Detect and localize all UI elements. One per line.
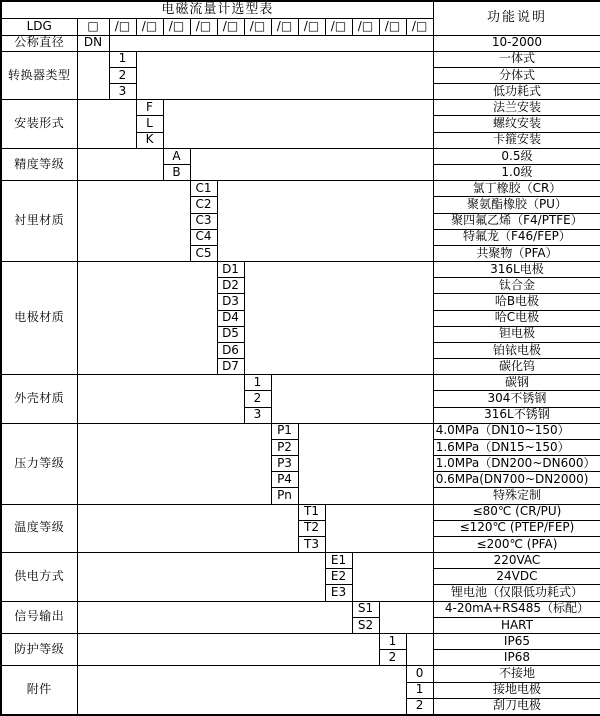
code-cell-signal-output-S2: S2 xyxy=(352,617,379,633)
group-label-installation-type: 安装形式 xyxy=(1,100,77,149)
code-cell-accuracy-class-B: B xyxy=(163,165,190,181)
function-cell-temperature-rating-T3: ≤200℃ (PFA) xyxy=(433,536,600,552)
group-label-nominal-diameter: 公称直径 xyxy=(1,35,77,51)
function-cell-signal-output-S1: 4-20mA+RS485（标配） xyxy=(433,601,600,617)
group-label-signal-output: 信号输出 xyxy=(1,601,77,633)
code-cell-converter-type-3: 3 xyxy=(109,84,136,100)
function-cell-power-supply-E3: 锂电池（仅限低功耗式） xyxy=(433,585,600,601)
spacer-cell-right-installation-type xyxy=(163,100,433,149)
function-cell-pressure-rating-Pn: 特殊定制 xyxy=(433,488,600,504)
code-cell-pressure-rating-P2: P2 xyxy=(271,439,298,455)
code-cell-accuracy-class-A: A xyxy=(163,148,190,164)
group-label-electrode-material: 电极材质 xyxy=(1,262,77,375)
function-cell-electrode-material-D7: 碳化钨 xyxy=(433,359,600,375)
group-label-accuracy-class: 精度等级 xyxy=(1,148,77,180)
spacer-cell-right-housing-material xyxy=(271,375,433,424)
spacer-cell-right-temperature-rating xyxy=(325,504,433,553)
code-cell-installation-type-L: L xyxy=(136,116,163,132)
spacer-cell-right-converter-type xyxy=(136,51,433,100)
code-cell-liner-material-C1: C1 xyxy=(190,181,217,197)
model-code-slot: /□ xyxy=(163,19,190,35)
model-code-slot: /□ xyxy=(244,19,271,35)
code-cell-power-supply-E1: E1 xyxy=(325,553,352,569)
code-cell-accessories-2: 2 xyxy=(406,698,433,715)
code-cell-protection-rating-2: 2 xyxy=(379,650,406,666)
code-cell-protection-rating-1: 1 xyxy=(379,633,406,649)
spacer-cell-left-signal-output xyxy=(77,601,352,633)
function-cell-housing-material-1: 碳钢 xyxy=(433,375,600,391)
spacer-cell-right-electrode-material xyxy=(244,262,433,375)
code-cell-pressure-rating-P3: P3 xyxy=(271,456,298,472)
code-cell-electrode-material-D1: D1 xyxy=(217,262,244,278)
function-column-header: 功能说明 xyxy=(433,1,600,35)
group-label-power-supply: 供电方式 xyxy=(1,553,77,602)
code-cell-housing-material-3: 3 xyxy=(244,407,271,423)
function-cell-liner-material-C5: 共聚物（PFA） xyxy=(433,245,600,261)
code-cell-installation-type-K: K xyxy=(136,132,163,148)
function-cell-installation-type-L: 螺纹安装 xyxy=(433,116,600,132)
spacer-cell-left-pressure-rating xyxy=(77,423,271,504)
spacer-cell-left-protection-rating xyxy=(77,633,379,665)
code-cell-converter-type-1: 1 xyxy=(109,51,136,67)
code-cell-temperature-rating-T1: T1 xyxy=(298,504,325,520)
function-cell-electrode-material-D4: 哈C电极 xyxy=(433,310,600,326)
function-cell-accessories-1: 接地电极 xyxy=(433,682,600,698)
model-code-slot: /□ xyxy=(271,19,298,35)
code-cell-pressure-rating-P4: P4 xyxy=(271,472,298,488)
model-code-box: □ xyxy=(77,19,109,35)
function-cell-temperature-rating-T1: ≤80℃ (CR/PU) xyxy=(433,504,600,520)
function-cell-accessories-2: 刮刀电极 xyxy=(433,698,600,715)
model-code-slot: /□ xyxy=(379,19,406,35)
function-cell-accessories-0: 不接地 xyxy=(433,666,600,682)
group-label-protection-rating: 防护等级 xyxy=(1,633,77,665)
function-cell-liner-material-C2: 聚氨酯橡胶（PU） xyxy=(433,197,600,213)
code-cell-liner-material-C4: C4 xyxy=(190,229,217,245)
code-cell-power-supply-E3: E3 xyxy=(325,585,352,601)
function-cell-temperature-rating-T2: ≤120℃ (PTEP/FEP) xyxy=(433,520,600,536)
code-cell-pressure-rating-Pn: Pn xyxy=(271,488,298,504)
code-cell-liner-material-C2: C2 xyxy=(190,197,217,213)
spacer-cell-left-housing-material xyxy=(77,375,244,424)
code-cell-temperature-rating-T3: T3 xyxy=(298,536,325,552)
model-code-slot: /□ xyxy=(298,19,325,35)
function-cell-converter-type-3: 低功耗式 xyxy=(433,84,600,100)
spacer-cell-right-power-supply xyxy=(352,553,433,602)
code-cell-electrode-material-D4: D4 xyxy=(217,310,244,326)
spacer-cell-left-accuracy-class xyxy=(77,148,163,180)
function-cell-pressure-rating-P1: 4.0MPa（DN10~150） xyxy=(433,423,600,439)
code-cell-accessories-0: 0 xyxy=(406,666,433,682)
spacer-cell-left-converter-type xyxy=(77,51,109,100)
code-cell-accessories-1: 1 xyxy=(406,682,433,698)
code-cell-power-supply-E2: E2 xyxy=(325,569,352,585)
function-cell-pressure-rating-P4: 0.6MPa(DN700~DN2000) xyxy=(433,472,600,488)
function-cell-power-supply-E2: 24VDC xyxy=(433,569,600,585)
function-cell-pressure-rating-P3: 1.0MPa（DN200~DN600） xyxy=(433,456,600,472)
code-cell-converter-type-2: 2 xyxy=(109,67,136,83)
spacer-cell-left-power-supply xyxy=(77,553,325,602)
function-cell-converter-type-1: 一体式 xyxy=(433,51,600,67)
model-prefix-cell: LDG xyxy=(1,19,77,35)
function-cell-accuracy-class-A: 0.5级 xyxy=(433,148,600,164)
code-cell-electrode-material-D5: D5 xyxy=(217,326,244,342)
function-cell-electrode-material-D1: 316L电极 xyxy=(433,262,600,278)
code-cell-pressure-rating-P1: P1 xyxy=(271,423,298,439)
model-code-slot: /□ xyxy=(109,19,136,35)
group-label-accessories: 附件 xyxy=(1,666,77,715)
code-cell-electrode-material-D7: D7 xyxy=(217,359,244,375)
function-cell-liner-material-C4: 特氟龙（F46/FEP） xyxy=(433,229,600,245)
function-cell-installation-type-F: 法兰安装 xyxy=(433,100,600,116)
group-label-housing-material: 外壳材质 xyxy=(1,375,77,424)
function-cell-pressure-rating-P2: 1.6MPa（DN15~150） xyxy=(433,439,600,455)
table-title: 电磁流量计选型表 xyxy=(1,1,433,19)
code-cell-electrode-material-D2: D2 xyxy=(217,278,244,294)
code-cell-installation-type-F: F xyxy=(136,100,163,116)
model-code-slot: /□ xyxy=(217,19,244,35)
group-label-converter-type: 转换器类型 xyxy=(1,51,77,100)
code-cell-housing-material-1: 1 xyxy=(244,375,271,391)
function-cell-protection-rating-2: IP68 xyxy=(433,650,600,666)
function-cell-nominal-diameter-DN: 10-2000 xyxy=(433,35,600,51)
code-cell-temperature-rating-T2: T2 xyxy=(298,520,325,536)
spacer-cell-left-temperature-rating xyxy=(77,504,298,553)
spacer-cell-right-signal-output xyxy=(379,601,433,633)
spacer-cell-left-liner-material xyxy=(77,181,190,262)
function-cell-electrode-material-D5: 钽电极 xyxy=(433,326,600,342)
model-code-slot: /□ xyxy=(406,19,433,35)
function-cell-electrode-material-D2: 钛合金 xyxy=(433,278,600,294)
function-cell-electrode-material-D3: 哈B电极 xyxy=(433,294,600,310)
code-cell-electrode-material-D6: D6 xyxy=(217,342,244,358)
model-code-slot: /□ xyxy=(352,19,379,35)
function-cell-accuracy-class-B: 1.0级 xyxy=(433,165,600,181)
function-cell-installation-type-K: 卡箍安装 xyxy=(433,132,600,148)
spacer-cell-right-accuracy-class xyxy=(190,148,433,180)
function-cell-converter-type-2: 分体式 xyxy=(433,67,600,83)
code-cell-housing-material-2: 2 xyxy=(244,391,271,407)
spacer-cell-right-nominal-diameter xyxy=(109,35,433,51)
model-code-slot: /□ xyxy=(190,19,217,35)
code-cell-electrode-material-D3: D3 xyxy=(217,294,244,310)
function-cell-signal-output-S2: HART xyxy=(433,617,600,633)
spacer-cell-right-liner-material xyxy=(217,181,433,262)
code-cell-liner-material-C3: C3 xyxy=(190,213,217,229)
model-code-slot: /□ xyxy=(136,19,163,35)
code-cell-liner-material-C5: C5 xyxy=(190,245,217,261)
spacer-cell-left-accessories xyxy=(77,666,406,715)
function-cell-housing-material-2: 304不锈钢 xyxy=(433,391,600,407)
code-cell-signal-output-S1: S1 xyxy=(352,601,379,617)
function-cell-liner-material-C3: 聚四氟乙烯（F4/PTFE） xyxy=(433,213,600,229)
spacer-cell-right-pressure-rating xyxy=(298,423,433,504)
model-code-slot: /□ xyxy=(325,19,352,35)
function-cell-liner-material-C1: 氯丁橡胶（CR） xyxy=(433,181,600,197)
spacer-cell-left-installation-type xyxy=(77,100,136,149)
function-cell-electrode-material-D6: 铂铱电极 xyxy=(433,342,600,358)
function-cell-power-supply-E1: 220VAC xyxy=(433,553,600,569)
function-cell-protection-rating-1: IP65 xyxy=(433,633,600,649)
code-cell-nominal-diameter-DN: DN xyxy=(77,35,109,51)
spacer-cell-left-electrode-material xyxy=(77,262,217,375)
group-label-liner-material: 衬里材质 xyxy=(1,181,77,262)
spacer-cell-right-protection-rating xyxy=(406,633,433,665)
function-cell-housing-material-3: 316L不锈钢 xyxy=(433,407,600,423)
group-label-temperature-rating: 温度等级 xyxy=(1,504,77,553)
group-label-pressure-rating: 压力等级 xyxy=(1,423,77,504)
